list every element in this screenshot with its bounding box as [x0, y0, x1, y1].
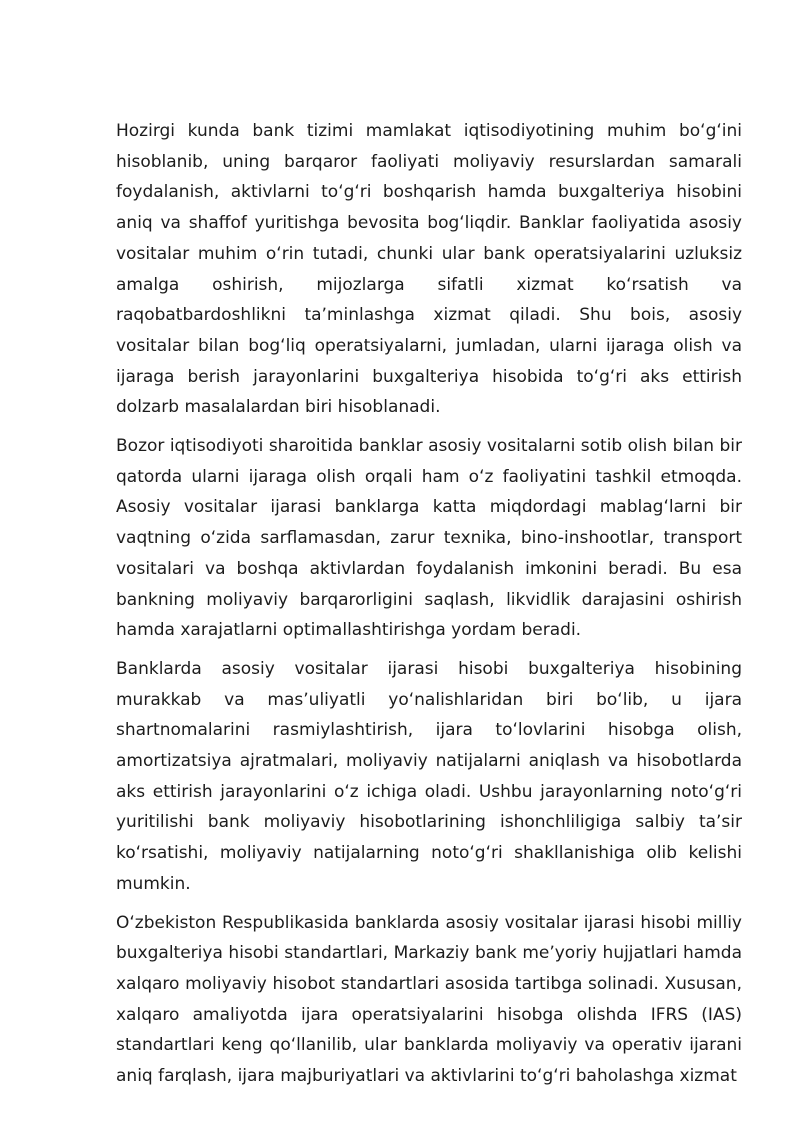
paragraph-4: Oʻzbekiston Respublikasida banklarda asosiy vositalar ijarasi hisobi milliy buxgalteriya hisobi standartlari, Markaziy bank meʼyoriy hujjatlari hamda xalqaro moliyaviy hisobot standartlari asosida tartibga solinadi. Xususan, xalqaro amaliyotda ijara operatsiyalarini hisobga olishda IFRS (IAS) standartlari keng qoʻllanilib, ular banklarda moliyaviy va operativ ijarani aniq farqlash, ijara majburiyatlari va aktivlarini toʻgʻri baholashga xizmat [116, 912, 742, 1087]
paragraph-2: Bozor iqtisodiyoti sharoitida banklar asosiy vositalarni sotib olish bilan bir qatorda ularni ijaraga olish orqali ham oʻz faoliyatini tashkil etmoqda. Asosiy vositalar ijarasi banklarga katta miqdordagi mablagʻlarni bir vaqtning oʻzida sarflamasdan, zarur texnika, bino-inshootlar, transport vositalari va boshqa aktivlardan foydalanish imkonini beradi. Bu esa bankning moliyaviy barqarorligini saqlash, likvidlik darajasini oshirish hamda xarajatlarni optimallashtirishga yordam beradi. [116, 436, 742, 641]
paragraph-3: Banklarda asosiy vositalar ijarasi hisobi buxgalteriya hisobining murakkab va masʼuliyatli yoʻnalishlaridan biri boʻlib, u ijara shartnomalarini rasmiylashtirish, ijara toʻlovlarini hisobga olish, amortizatsiya ajratmalari, moliyaviy natijalarni aniqlash va hisobotlarda aks ettirish jarayonlarini oʻz ichiga oladi. Ushbu jarayonlarning notoʻgʻri yuritilishi bank moliyaviy hisobotlarining ishonchliligiga salbiy taʼsir koʻrsatishi, moliyaviy natijalarning notoʻgʻri shakllanishiga olib kelishi mumkin. [116, 658, 742, 894]
paragraph-1: Hozirgi kunda bank tizimi mamlakat iqtisodiyotining muhim boʻgʻini hisoblanib, uning barqaror faoliyati moliyaviy resurslardan samarali foydalanish, aktivlarni toʻgʻri boshqarish hamda buxgalteriya hisobini aniq va shaffof yuritishga bevosita bogʻliqdir. Banklar faoliyatida asosiy vositalar muhim oʻrin tutadi, chunki ular bank operatsiyalarini uzluksiz amalga oshirish, mijozlarga sifatli xizmat koʻrsatish va raqobatbardoshlikni taʼminlashga xizmat qiladi. Shu bois, asosiy vositalar bilan bogʻliq operatsiyalarni, jumladan, ularni ijaraga olish va ijaraga berish jarayonlarini buxgalteriya hisobida toʻgʻri aks ettirish dolzarb masalalardan biri hisoblanadi. [116, 121, 742, 418]
document-body [116, 116, 742, 1100]
